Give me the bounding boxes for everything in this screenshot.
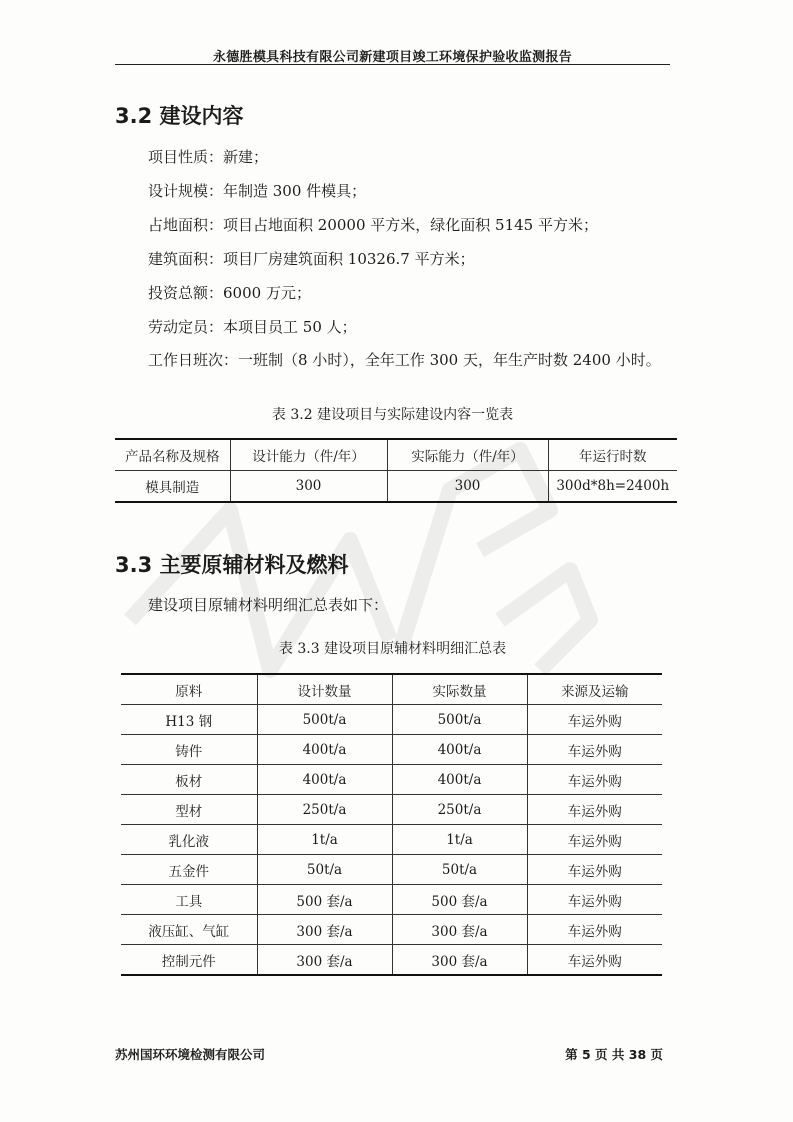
- raw-materials-table: [121, 673, 662, 976]
- table-row: [115, 471, 677, 503]
- table-cell: 车运外购: [527, 825, 662, 855]
- table-row: [121, 855, 662, 885]
- table-cell: 模具制造: [115, 471, 230, 503]
- table-header-row: [121, 674, 662, 705]
- table-cell: 车运外购: [527, 735, 662, 765]
- table-header-cell: 原料: [121, 674, 257, 705]
- table-cell: 控制元件: [121, 945, 257, 976]
- table-header-cell: 设计数量: [257, 674, 392, 705]
- table-cell: 300 套/a: [257, 945, 392, 976]
- table-cell: 400t/a: [257, 765, 392, 795]
- table-header-cell: 产品名称及规格: [115, 439, 230, 471]
- building-area-line: 建筑面积：项目厂房建筑面积 10326.7 平方米；: [148, 250, 475, 268]
- staffing-line: 劳动定员：本项目员工 50 人；: [148, 318, 357, 336]
- table-row: [121, 735, 662, 765]
- table-cell: 250t/a: [257, 795, 392, 825]
- table-cell: 300 套/a: [392, 915, 527, 945]
- table-cell: H13 钢: [121, 705, 257, 735]
- table-cell: 50t/a: [257, 855, 392, 885]
- table-row: [121, 765, 662, 795]
- report-header-title: 永德胜模具科技有限公司新建项目竣工环境保护验收监测报告: [212, 50, 573, 65]
- table-cell: 工具: [121, 885, 257, 915]
- design-scale-line: 设计规模：年制造 300 件模具；: [148, 182, 367, 200]
- table-cell: 250t/a: [392, 795, 527, 825]
- table-cell: 液压缸、气缸: [121, 915, 257, 945]
- land-area-line: 占地面积：项目占地面积 20000 平方米，绿化面积 5145 平方米；: [148, 216, 598, 234]
- footer-company: 苏州国环环境检测有限公司: [115, 1047, 266, 1062]
- construction-content-table: [115, 438, 677, 503]
- table-row: [121, 915, 662, 945]
- table-cell: 板材: [121, 765, 257, 795]
- table-row: [121, 945, 662, 976]
- table-cell: 500t/a: [257, 705, 392, 735]
- table-cell: 车运外购: [527, 765, 662, 795]
- table-row: [121, 705, 662, 735]
- table-cell: 车运外购: [527, 705, 662, 735]
- table-row: [121, 795, 662, 825]
- table-cell: 车运外购: [527, 915, 662, 945]
- table-cell: 300: [230, 471, 387, 503]
- table-cell: 车运外购: [527, 795, 662, 825]
- table-cell: 型材: [121, 795, 257, 825]
- table-row: [121, 885, 662, 915]
- table-cell: 400t/a: [392, 765, 527, 795]
- table-header-cell: 来源及运输: [527, 674, 662, 705]
- table-cell: 车运外购: [527, 945, 662, 976]
- table-header-cell: 实际数量: [392, 674, 527, 705]
- table-cell: 500t/a: [392, 705, 527, 735]
- table-header-cell: 设计能力（件/年）: [230, 439, 387, 471]
- investment-line: 投资总额：6000 万元；: [148, 284, 311, 302]
- table-cell: 300: [387, 471, 548, 503]
- table-cell: 500 套/a: [257, 885, 392, 915]
- table-header-row: [115, 439, 677, 471]
- table-cell: 500 套/a: [392, 885, 527, 915]
- table-header-cell: 年运行时数: [548, 439, 677, 471]
- materials-intro-line: 建设项目原辅材料明细汇总表如下：: [148, 596, 389, 614]
- header-divider: [115, 64, 670, 65]
- table-cell: 1t/a: [392, 825, 527, 855]
- work-schedule-paragraph: 工作日班次：一班制（8 小时），全年工作 300 天，年生产时数 2400 小时。: [148, 351, 661, 369]
- table-header-cell: 实际能力（件/年）: [387, 439, 548, 471]
- table-cell: 300 套/a: [257, 915, 392, 945]
- table-cell: 五金件: [121, 855, 257, 885]
- project-nature-line: 项目性质：新建；: [148, 148, 269, 166]
- table-3-3-caption: 表 3.3 建设项目原辅材料明细汇总表: [278, 641, 507, 657]
- table-cell: 1t/a: [257, 825, 392, 855]
- table-cell: 乳化液: [121, 825, 257, 855]
- section-3-3-title: 3.3 主要原辅材料及燃料: [115, 553, 349, 577]
- table-cell: 400t/a: [257, 735, 392, 765]
- table-3-2-caption: 表 3.2 建设项目与实际建设内容一览表: [271, 407, 514, 423]
- table-cell: 300d*8h=2400h: [548, 471, 677, 503]
- table-cell: 车运外购: [527, 855, 662, 885]
- table-cell: 车运外购: [527, 885, 662, 915]
- table-cell: 300 套/a: [392, 945, 527, 976]
- table-cell: 50t/a: [392, 855, 527, 885]
- table-row: [121, 825, 662, 855]
- section-3-2-title: 3.2 建设内容: [115, 104, 244, 128]
- table-cell: 400t/a: [392, 735, 527, 765]
- table-cell: 铸件: [121, 735, 257, 765]
- footer-page-number: 第 5 页 共 38 页: [565, 1047, 663, 1062]
